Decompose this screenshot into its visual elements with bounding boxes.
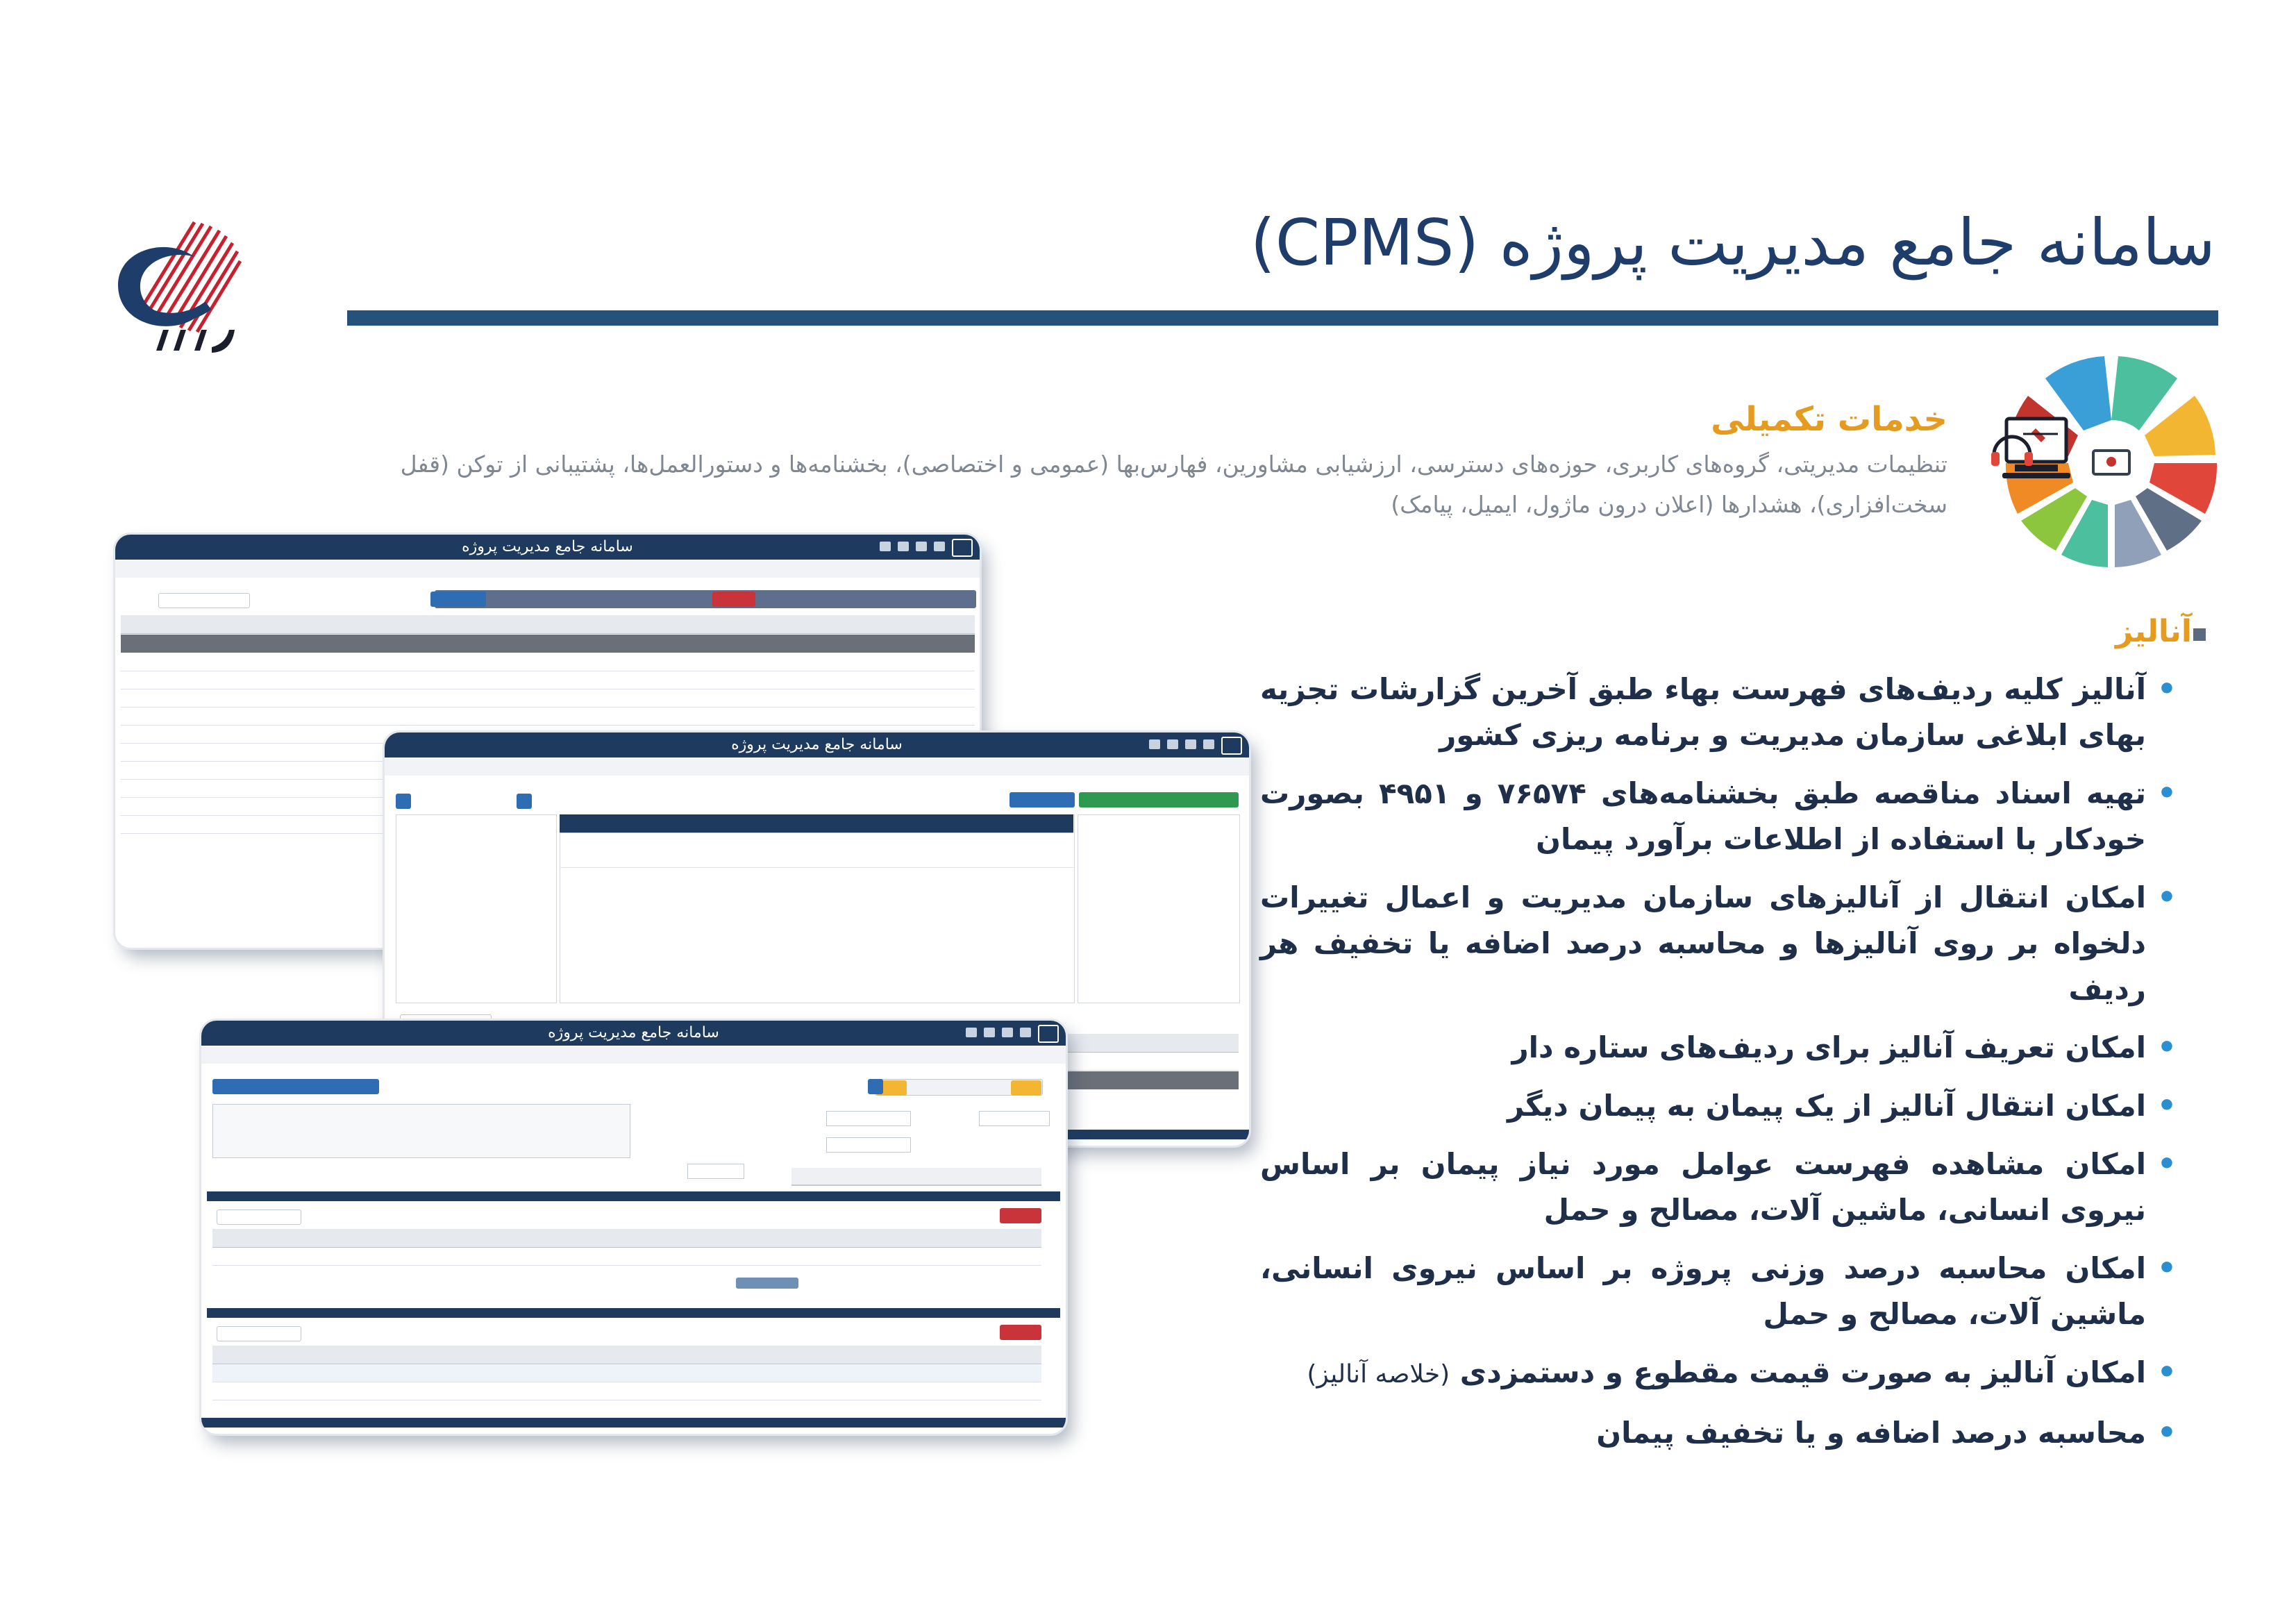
toolbar[interactable] [212, 1079, 379, 1094]
grid-header [121, 615, 975, 634]
description-field[interactable] [212, 1104, 630, 1158]
list-item: • امکان محاسبه درصد وزنی پروژه بر اساس نیروی انسانی، ماشین آلات، مصالح و حمل [1260, 1246, 2177, 1337]
action-dropdown[interactable] [430, 592, 486, 607]
services-description: تنظیمات مدیریتی، گروه‌های کاربری، حوزه‌های دسترسی، ارزشیابی مشاورین، فهارس‌بها (عمومی و اختصاصی)، بخشنامه‌ها و دستورالعمل‌ها، پشتیبانی از توکن (قفل سخت‌افزاری)، هشدارها (اعلان درون ماژول، ایمیل، پیامک) [400, 451, 1947, 518]
monitor-icon[interactable] [898, 542, 909, 551]
services-heading: خدمات تکمیلی [1711, 400, 1947, 439]
list-item: • محاسبه درصد اضافه و یا تخفیف پیمان [1260, 1410, 2177, 1456]
section-bullet-icon [2193, 628, 2206, 641]
grid-header [212, 1346, 1041, 1364]
print-icon[interactable] [880, 542, 891, 551]
list-item: • امکان تعریف آنالیز برای ردیف‌های ستاره دار [1260, 1025, 2177, 1071]
table-row[interactable] [212, 1248, 1041, 1266]
confirm-button[interactable] [396, 794, 411, 809]
table-row[interactable] [212, 1383, 1041, 1400]
list-item: • امکان مشاهده فهرست عوامل مورد نیاز پیمان بر اساس نیروی انسانی، ماشین آلات، مصالح و حمل [1260, 1141, 2177, 1233]
print-icon[interactable] [966, 1028, 977, 1037]
search-input[interactable] [217, 1209, 301, 1225]
table-row[interactable] [212, 1365, 1041, 1382]
status-bar [201, 1418, 1066, 1428]
confirm-button[interactable] [517, 794, 532, 809]
factor-type-panel [1078, 814, 1240, 1003]
analysis-feature-list [1260, 667, 2177, 1468]
table-icon[interactable] [916, 542, 927, 551]
next-button[interactable] [1011, 1080, 1041, 1096]
section-bar-labor [207, 1191, 1060, 1201]
breadcrumb [201, 1047, 1066, 1064]
percent-field[interactable] [687, 1164, 744, 1179]
print-icon[interactable] [1149, 739, 1160, 749]
delete-record-button[interactable] [1000, 1325, 1041, 1340]
list-item-note: (خلاصه آنالیز) [1307, 1360, 1450, 1389]
table-icon[interactable] [1185, 739, 1196, 749]
breadcrumb [385, 759, 1249, 776]
transfer-button[interactable] [1009, 792, 1075, 807]
table-row[interactable] [121, 708, 975, 726]
hamburger-menu-icon[interactable] [952, 539, 973, 557]
list-item: • آنالیز کلیه ردیف‌های فهرست بهاء طبق آخرین گزارشات تجزیه بهای ابلاغی سازمان مدیریت و برنامه ریزی کشور [1260, 667, 2177, 758]
title-divider [347, 310, 2218, 326]
search-input[interactable] [158, 593, 250, 608]
pager[interactable] [736, 1278, 798, 1289]
tech-support-icon [1987, 406, 2070, 489]
table-row[interactable] [560, 851, 1073, 868]
tree-icon[interactable] [1203, 739, 1214, 749]
app-header [201, 1021, 1066, 1046]
page-title: سامانه جامع مدیریت پروژه (CPMS) [1250, 206, 2215, 280]
list-item-text: امکان آنالیز به صورت قیمت مقطوع و دستمزدی [1459, 1355, 2146, 1389]
app-title: سامانه جامع مدیریت پروژه [548, 1024, 719, 1041]
factors-panel [560, 814, 1075, 1003]
list-item: • امکان انتقال از آنالیزهای سازمان مدیریت و اعمال تغییرات دلخواه بر روی آنالیزها و محاسبه درصد اضافه یا تخفیف هر ردیف [1260, 875, 2177, 1012]
app-header [115, 535, 980, 560]
monitor-icon[interactable] [984, 1028, 995, 1037]
summary-panel [396, 814, 557, 1003]
search-button[interactable] [868, 1079, 883, 1094]
factor-tabs[interactable] [791, 1168, 1041, 1186]
screenshot-analysis-detail [201, 1021, 1066, 1434]
app-title: سامانه جامع مدیریت پروژه [462, 538, 633, 555]
list-item [1260, 1350, 2177, 1398]
list-item: • امکان انتقال آنالیز از یک پیمان به پیمان دیگر [1260, 1083, 2177, 1129]
section-bar-materials [207, 1308, 1060, 1318]
app-title: سامانه جامع مدیریت پروژه [731, 736, 903, 753]
search-input[interactable] [217, 1326, 301, 1341]
table-row[interactable] [121, 654, 975, 671]
show-all-factors-button[interactable] [1079, 792, 1239, 807]
delete-button[interactable] [712, 592, 755, 607]
grid-header [560, 814, 1073, 833]
unit-field[interactable] [826, 1111, 911, 1126]
hamburger-menu-icon[interactable] [1038, 1025, 1059, 1043]
table-row[interactable] [121, 690, 975, 708]
toolbar[interactable] [435, 590, 976, 608]
breadcrumb [115, 561, 980, 578]
tree-icon[interactable] [1020, 1028, 1031, 1037]
grid-total-row [121, 635, 975, 653]
chapter-field[interactable] [826, 1137, 911, 1153]
ayin-logo-icon [90, 208, 257, 375]
row-field[interactable] [979, 1111, 1050, 1126]
hamburger-menu-icon[interactable] [1221, 737, 1242, 755]
tree-icon[interactable] [934, 542, 945, 551]
grid-header [212, 1229, 1041, 1248]
table-row[interactable] [121, 672, 975, 689]
delete-record-button[interactable] [1000, 1208, 1041, 1223]
analysis-heading: آنالیز [2115, 614, 2192, 649]
table-icon[interactable] [1002, 1028, 1013, 1037]
app-header [385, 733, 1249, 757]
monitor-icon[interactable] [1167, 739, 1178, 749]
list-item: • تهیه اسناد مناقصه طبق بخشنامه‌های ۷۶۵۷۴ و ۴۹۵۱ بصورت خودکار با استفاده از اطلاعات برآورد پیمان [1260, 771, 2177, 862]
